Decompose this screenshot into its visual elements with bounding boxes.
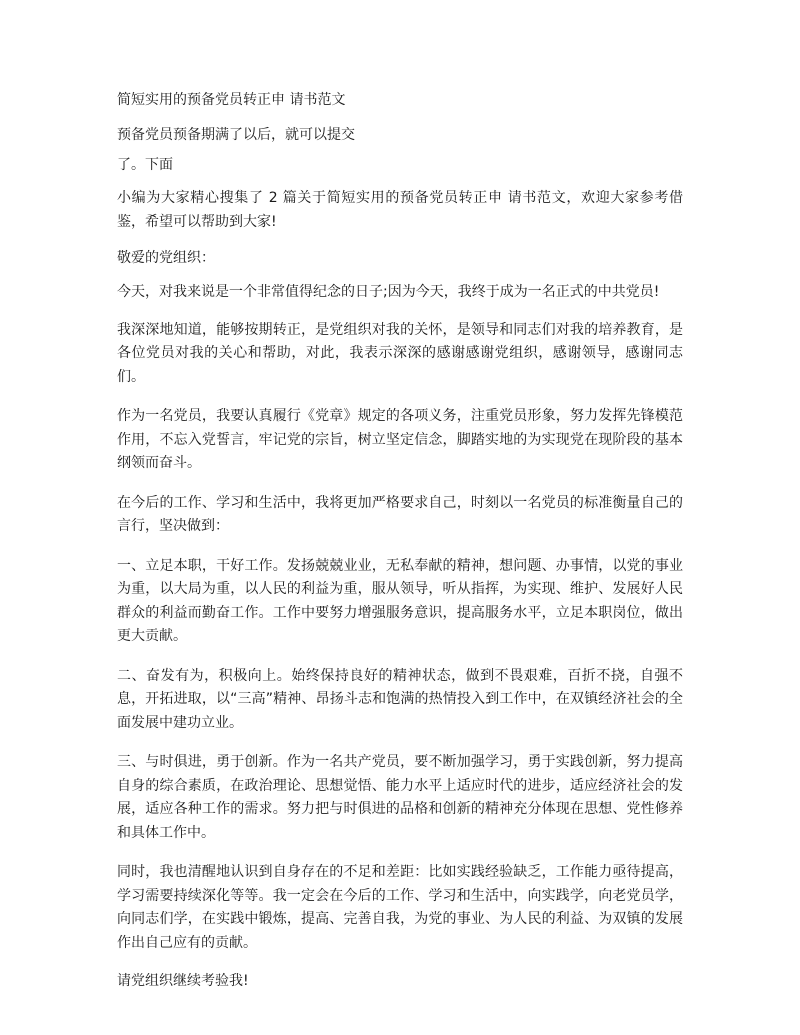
body-paragraph: 一、立足本职，干好工作。发扬兢兢业业，无私奉献的精神，想问题、办事情，以党的事业为重，以大局为重，以人民的利益为重，服从领导，听从指挥，为实现、维护、发展好人民群众的利益而勤奋工作。工作中要努力增强服务意识，提高服务水平，立足本职岗位，做出更大贡献。 <box>117 557 683 644</box>
salutation: 敬爱的党组织： <box>117 250 215 266</box>
body-paragraph: 在今后的工作、学习和生活中，我将更加严格要求自己，时刻以一名党员的标准衡量自己的言行，坚决做到： <box>117 494 683 534</box>
body-paragraph: 二、奋发有为，积极向上。始终保持良好的精神状态，做到不畏艰难，百折不挠，自强不息，开拓进取，以“三高”精神、昂扬斗志和饱满的热情投入到工作中，在双镇经济社会的全面发展中建功立业。 <box>117 667 683 731</box>
closing-line: 请党组织继续考验我! <box>117 973 249 989</box>
body-paragraph: 三、与时俱进，勇于创新。作为一名共产党员，要不断加强学习，勇于实践创新，努力提高自身的综合素质，在政治理论、思想觉悟、能力水平上适应时代的进步，适应经济社会的发展，适应各种工作的需求。努力把与时俱进的品格和创新的精神充分体现在思想、党性修养和具体工作中。 <box>117 754 683 841</box>
body-paragraph: 同时，我也清醒地认识到自身存在的不足和差距：比如实践经验缺乏，工作能力亟待提高，学习需要持续深化等等。我一定会在今后的工作、学习和生活中，向实践学，向老党员学，向同志们学，在实践中锻炼，提高、完善自我，为党的事业、为人民的利益、为双镇的发展作出自己应有的贡献。 <box>117 864 683 951</box>
document-page <box>117 90 683 991</box>
body-paragraph: 今天，对我来说是一个非常值得纪念的日子;因为今天，我终于成为一名正式的中共党员! <box>117 284 660 300</box>
intro-line-1: 预备党员预备期满了以后，就可以提交 <box>117 127 355 143</box>
intro-line-2: 了。下面 <box>117 157 173 173</box>
body-paragraph: 作为一名党员，我要认真履行《党章》规定的各项义务，注重党员形象，努力发挥先锋模范作用，不忘入党誓言，牢记党的宗旨，树立坚定信念，脚踏实地的为实现党在现阶段的基本纲领而奋斗。 <box>117 408 683 471</box>
body-paragraph: 我深深地知道，能够按期转正，是党组织对我的关怀，是领导和同志们对我的培养教育，是各位党员对我的关心和帮助，对此，我表示深深的感谢感谢党组织，感谢领导，感谢同志们。 <box>117 321 683 385</box>
document-title: 简短实用的预备党员转正申 请书范文 <box>117 92 346 108</box>
intro-paragraph: 小编为大家精心搜集了 2 篇关于简短实用的预备党员转正申 请书范文，欢迎大家参考借鉴，希望可以帮助到大家! <box>117 190 683 230</box>
